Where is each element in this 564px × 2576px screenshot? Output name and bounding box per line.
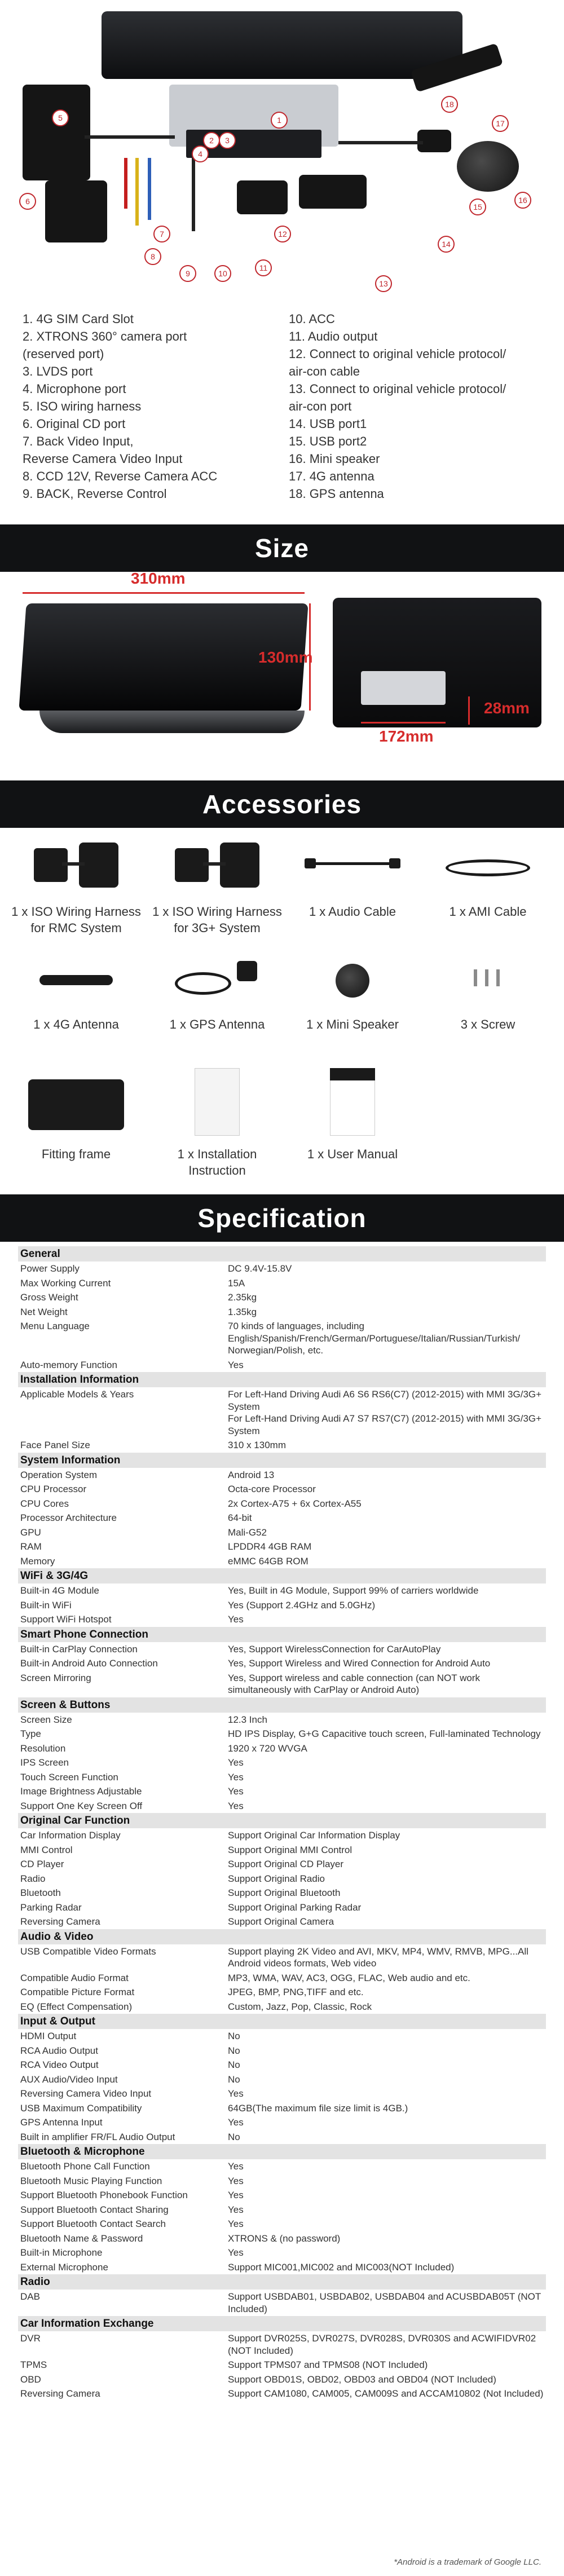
spec-value: Support Original Car Information Display	[228, 1830, 400, 1841]
callout-10: 10	[214, 265, 231, 282]
spec-row	[18, 2130, 546, 2145]
legend-item: 11. Audio output	[289, 329, 378, 343]
spec-value: Yes	[228, 1800, 244, 1811]
spec-value: Yes	[228, 2117, 244, 2128]
accessory-label: 1 x GPS Antenna	[169, 1017, 265, 1031]
spec-row	[18, 1438, 546, 1453]
depth-dimension-line	[468, 696, 470, 725]
callout-4: 4	[192, 145, 209, 162]
red-wire	[124, 158, 127, 209]
spec-key: Built-in WiFi	[20, 1599, 72, 1611]
legend-item: 18. GPS antenna	[289, 487, 384, 501]
spec-row	[18, 2058, 546, 2072]
legend-item: 16. Mini speaker	[289, 452, 380, 466]
usb-cable-2	[237, 180, 288, 214]
spec-table	[18, 1246, 546, 2401]
spec-row	[18, 1319, 546, 1358]
spec-row	[18, 2387, 546, 2401]
head-unit-screen	[102, 11, 462, 79]
spec-value: Yes	[228, 2247, 244, 2258]
legend-left-column	[23, 310, 282, 502]
spec-key: Compatible Picture Format	[20, 1987, 135, 1997]
spec-value: 1.35kg	[228, 1306, 257, 1317]
spec-key: Menu Language	[20, 1321, 90, 1331]
spec-key: Reversing Camera	[20, 2388, 100, 2399]
spec-row	[18, 2159, 546, 2174]
spec-key: Compatible Audio Format	[20, 1972, 129, 1983]
spec-value: Yes, Support WirelessConnection for CarAutoPlay	[228, 1643, 441, 1655]
spec-value: No	[228, 2031, 240, 2041]
harness-wire	[85, 135, 175, 139]
legend-item: 12. Connect to original vehicle protocol/	[289, 347, 506, 361]
legend-item: 7. Back Video Input,	[23, 434, 134, 448]
spec-row	[18, 1727, 546, 1741]
spec-key: Resolution	[20, 1743, 66, 1754]
spec-value: Support TPMS07 and TPMS08 (NOT Included)	[228, 2359, 428, 2370]
spec-key: GPU	[20, 1527, 41, 1538]
speaker-wire	[338, 141, 423, 144]
spec-value: Support playing 2K Video and AVI, MKV, MP4, WMV, RMVB, MPG...All Android videos formats, Web video	[228, 1946, 528, 1969]
spec-value: Mali-G52	[228, 1527, 267, 1538]
spec-row	[18, 1784, 546, 1799]
width-dimension-line	[23, 592, 305, 594]
spec-key: Reversing Camera Video Input	[20, 2088, 152, 2099]
spec-value: Yes	[228, 1359, 244, 1370]
accessory-label: 1 x User Manual	[307, 1147, 398, 1161]
spec-value: Yes (Support 2.4GHz and 5.0GHz)	[228, 1599, 376, 1611]
mini-speaker-image	[305, 950, 400, 1012]
spec-value: Yes	[228, 2190, 244, 2200]
spec-row	[18, 2290, 546, 2316]
legend-item: 1. 4G SIM Card Slot	[23, 312, 134, 326]
spec-category: WiFi & 3G/4G	[18, 1568, 546, 1583]
accessories-section	[0, 826, 564, 1192]
spec-value: 70 kinds of languages, including English/Spanish/French/German/Portuguese/Italian/Russian/Turkish/ Norwegian/Polish, etc.	[228, 1321, 521, 1356]
spec-row	[18, 2188, 546, 2203]
spec-value: No	[228, 2074, 240, 2085]
legend-item: 10. ACC	[289, 312, 335, 326]
spec-row	[18, 1944, 546, 1971]
spec-key: Support One Key Screen Off	[20, 1800, 143, 1811]
unit-back-port	[361, 671, 446, 705]
size-section	[0, 570, 564, 778]
spec-row	[18, 2101, 546, 2116]
accessory-label: 1 x ISO Wiring Harness for 3G+ System	[152, 905, 282, 935]
spec-value: JPEG, BMP, PNG,TIFF and etc.	[228, 1987, 364, 1997]
spec-value: Yes	[228, 1771, 244, 1783]
spec-key: Built-in 4G Module	[20, 1585, 99, 1596]
spec-key: Max Working Current	[20, 1277, 111, 1289]
legend-item: 2. XTRONS 360° camera port	[23, 329, 187, 343]
callout-15: 15	[469, 199, 486, 215]
spec-row	[18, 2372, 546, 2387]
spec-key: MMI Control	[20, 1844, 73, 1855]
spec-row	[18, 1642, 546, 1657]
accessory-label: 1 x Installation Instruction	[177, 1147, 257, 1177]
spec-category: General	[18, 1246, 546, 1261]
width-dimension-label: 310mm	[131, 570, 186, 587]
callout-18: 18	[441, 96, 458, 113]
spec-key: Touch Screen Function	[20, 1771, 118, 1783]
spec-key: Bluetooth Name & Password	[20, 2233, 143, 2244]
accessory-4g-antenna	[11, 950, 141, 1033]
screws-image	[440, 950, 536, 1012]
iso-harness-3g-image	[169, 837, 265, 899]
callout-17: 17	[492, 115, 509, 132]
spec-category: System Information	[18, 1453, 546, 1468]
legend-item: 4. Microphone port	[23, 382, 126, 396]
size-section-header: Size	[0, 524, 564, 572]
accessory-label: 1 x ISO Wiring Harness for RMC System	[11, 905, 141, 935]
spec-value: 2.35kg	[228, 1292, 257, 1303]
spec-value: Custom, Jazz, Pop, Classic, Rock	[228, 2001, 372, 2012]
spec-row	[18, 2331, 546, 2358]
accessory-audio-cable	[288, 837, 417, 920]
usb-cable-1	[299, 175, 367, 209]
spec-value: Support DVR025S, DVR027S, DVR028S, DVR030S and ACWIFIDVR02 (NOT Included)	[228, 2333, 536, 2356]
callout-2: 2	[203, 132, 220, 149]
spec-row	[18, 2115, 546, 2130]
spec-row	[18, 1290, 546, 1305]
legend-item: air-con cable	[289, 364, 360, 378]
spec-value: Yes	[228, 1757, 244, 1768]
spec-key: Face Panel Size	[20, 1440, 90, 1450]
spec-value: Yes	[228, 2088, 244, 2099]
spec-row	[18, 1843, 546, 1858]
spec-value: 310 x 130mm	[228, 1440, 286, 1450]
back-width-dimension-label: 172mm	[379, 727, 434, 745]
spec-key: Applicable Models & Years	[20, 1389, 134, 1400]
spec-row	[18, 1261, 546, 1276]
spec-row	[18, 1857, 546, 1872]
accessory-ami-cable	[423, 837, 553, 920]
legend-item: 6. Original CD port	[23, 417, 126, 431]
callout-9: 9	[179, 265, 196, 282]
spec-key: CD Player	[20, 1859, 64, 1869]
ami-cable-image	[440, 837, 536, 899]
callout-1: 1	[271, 112, 288, 129]
4g-antenna-image	[28, 950, 124, 1012]
spec-value: XTRONS & (no password)	[228, 2233, 341, 2244]
callout-6: 6	[19, 193, 36, 210]
spec-value: 12.3 Inch	[228, 1714, 267, 1725]
spec-key: USB Compatible Video Formats	[20, 1946, 156, 1957]
mini-speaker	[457, 141, 519, 192]
spec-key: AUX Audio/Video Input	[20, 2074, 118, 2085]
spec-key: IPS Screen	[20, 1757, 69, 1768]
spec-key: OBD	[20, 2374, 41, 2385]
spec-row	[18, 1799, 546, 1814]
spec-category: Installation Information	[18, 1372, 546, 1387]
spec-value: For Left-Hand Driving Audi A6 S6 RS6(C7) (2012-2015) with MMI 3G/3G+ System For Left-Hand Driving Audi A7 S7 RS7(C7) (2012-2015) with MMI 3G/3G+ System	[228, 1389, 542, 1436]
spec-value: Support Original CD Player	[228, 1859, 344, 1869]
spec-category: Audio & Video	[18, 1929, 546, 1944]
spec-value: Support Original MMI Control	[228, 1844, 352, 1855]
spec-row	[18, 1741, 546, 1756]
spec-row	[18, 1713, 546, 1727]
spec-key: Screen Mirroring	[20, 1672, 91, 1683]
spec-value: Support Original Camera	[228, 1916, 334, 1927]
cd-port-connector	[45, 180, 107, 242]
spec-row	[18, 2044, 546, 2058]
spec-key: Radio	[20, 1873, 46, 1884]
spec-row	[18, 2174, 546, 2189]
spec-key: Built-in CarPlay Connection	[20, 1643, 138, 1655]
spec-key: Memory	[20, 1555, 55, 1567]
spec-key: RAM	[20, 1541, 42, 1552]
unit-front-base	[39, 711, 305, 733]
spec-value: Yes, Support Wireless and Wired Connection for Android Auto	[228, 1658, 491, 1669]
spec-key: RCA Video Output	[20, 2059, 99, 2070]
spec-category: Car Information Exchange	[18, 2316, 546, 2331]
spec-value: Support USBDAB01, USBDAB02, USBDAB04 and ACUSBDAB05T (NOT Included)	[228, 2291, 541, 2314]
spec-value: HD IPS Display, G+G Capacitive touch screen, Full-laminated Technology	[228, 1728, 541, 1739]
spec-key: CPU Processor	[20, 1484, 87, 1494]
callout-16: 16	[514, 192, 531, 209]
callout-3: 3	[219, 132, 236, 149]
accessory-iso-harness-rmc	[11, 837, 141, 936]
accessory-installation-instruction	[152, 1062, 282, 1179]
spec-row	[18, 1554, 546, 1569]
accessory-label: 1 x 4G Antenna	[33, 1017, 119, 1031]
spec-row	[18, 1497, 546, 1511]
spec-value: 1920 x 720 WVGA	[228, 1743, 307, 1754]
spec-value: No	[228, 2059, 240, 2070]
callout-12: 12	[274, 226, 291, 242]
spec-key: External Microphone	[20, 2261, 108, 2273]
spec-value: LPDDR4 4GB RAM	[228, 1541, 312, 1552]
spec-row	[18, 2217, 546, 2231]
spec-row	[18, 1985, 546, 2000]
spec-value: Yes	[228, 1786, 244, 1797]
spec-row	[18, 2072, 546, 2087]
spec-key: Bluetooth	[20, 1887, 61, 1898]
spec-category: Bluetooth & Microphone	[18, 2144, 546, 2159]
spec-value: Yes	[228, 2218, 244, 2229]
iso-harness-rmc-image	[28, 837, 124, 899]
back-width-dimension-line	[361, 722, 446, 724]
spec-row	[18, 1583, 546, 1598]
legend-item: 3. LVDS port	[23, 364, 93, 378]
gps-antenna-image	[169, 950, 265, 1012]
spec-value: MP3, WMA, WAV, AC3, OGG, FLAC, Web audio and etc.	[228, 1972, 470, 1983]
spec-row	[18, 1872, 546, 1886]
spec-key: Bluetooth Phone Call Function	[20, 2161, 150, 2172]
height-dimension-label: 130mm	[258, 649, 313, 666]
legend-item: air-con port	[289, 399, 352, 413]
accessory-gps-antenna	[152, 950, 282, 1033]
spec-key: Built-in Android Auto Connection	[20, 1658, 158, 1669]
spec-value: Yes	[228, 1614, 244, 1625]
callout-8: 8	[144, 248, 161, 265]
spec-key: RCA Audio Output	[20, 2045, 98, 2056]
spec-key: EQ (Effect Compensation)	[20, 2001, 133, 2012]
accessory-label: 1 x Audio Cable	[309, 905, 396, 919]
spec-category: Input & Output	[18, 2014, 546, 2029]
accessory-label: 1 x Mini Speaker	[306, 1017, 399, 1031]
spec-key: DAB	[20, 2291, 40, 2302]
spec-key: Auto-memory Function	[20, 1359, 117, 1370]
spec-key: Support Bluetooth Contact Sharing	[20, 2204, 169, 2215]
port-legend	[0, 305, 564, 519]
user-manual-image	[321, 1062, 384, 1141]
spec-row	[18, 2260, 546, 2275]
spec-row	[18, 1671, 546, 1697]
callout-14: 14	[438, 236, 455, 253]
spec-key: USB Maximum Compatibility	[20, 2102, 142, 2114]
spec-row	[18, 1656, 546, 1671]
spec-row	[18, 1770, 546, 1785]
spec-key: Processor Architecture	[20, 1512, 117, 1523]
accessory-label: 3 x Screw	[460, 1017, 515, 1031]
spec-value: No	[228, 2131, 240, 2142]
spec-value: Yes	[228, 2175, 244, 2186]
spec-category: Original Car Function	[18, 1813, 546, 1828]
iso-harness-connector	[23, 85, 90, 180]
spec-key: Power Supply	[20, 1263, 80, 1274]
spec-value: Support Original Radio	[228, 1873, 325, 1884]
spec-key: Car Information Display	[20, 1830, 121, 1841]
spec-key: DVR	[20, 2333, 41, 2344]
spec-row	[18, 1305, 546, 1320]
spec-row	[18, 1828, 546, 1843]
spec-row	[18, 1358, 546, 1373]
spec-row	[18, 2000, 546, 2014]
spec-value: 64GB(The maximum file size limit is 4GB.)	[228, 2102, 408, 2114]
spec-key: Gross Weight	[20, 1292, 78, 1303]
callout-5: 5	[52, 109, 69, 126]
spec-value: 15A	[228, 1277, 245, 1289]
spec-value: 64-bit	[228, 1512, 252, 1523]
spec-value: Support Original Bluetooth	[228, 1887, 341, 1898]
yellow-wire	[135, 158, 139, 226]
spec-row	[18, 1511, 546, 1525]
spec-row	[18, 2358, 546, 2372]
spec-row	[18, 2231, 546, 2246]
spec-row	[18, 1598, 546, 1613]
spec-row	[18, 2029, 546, 2044]
legend-item: 17. 4G antenna	[289, 469, 374, 483]
spec-key: CPU Cores	[20, 1498, 69, 1509]
spec-row	[18, 1540, 546, 1554]
accessory-mini-speaker	[288, 950, 417, 1033]
audio-cable-image	[305, 837, 400, 899]
spec-key: Operation System	[20, 1469, 98, 1480]
spec-key: Support Bluetooth Phonebook Function	[20, 2190, 188, 2200]
legend-right-column	[289, 310, 548, 502]
spec-key: Built-in Microphone	[20, 2247, 103, 2258]
installation-instruction-image	[186, 1062, 248, 1141]
spec-value: Support OBD01S, OBD02, OBD03 and OBD04 (NOT Included)	[228, 2374, 496, 2385]
spec-row	[18, 2203, 546, 2217]
accessory-screws	[423, 950, 553, 1033]
spec-key: Type	[20, 1728, 41, 1739]
spec-key: Support Bluetooth Contact Search	[20, 2218, 166, 2229]
spec-category: Radio	[18, 2274, 546, 2290]
spec-category: Screen & Buttons	[18, 1697, 546, 1713]
spec-key: TPMS	[20, 2359, 47, 2370]
spec-row	[18, 2246, 546, 2260]
spec-value: Android 13	[228, 1469, 275, 1480]
legend-item: 9. BACK, Reverse Control	[23, 487, 167, 501]
spec-value: Yes	[228, 2204, 244, 2215]
spec-value: Yes	[228, 2161, 244, 2172]
callout-11: 11	[255, 259, 272, 276]
spec-row	[18, 1886, 546, 1900]
legend-item: (reserved port)	[23, 347, 104, 361]
spec-value: 2x Cortex-A75 + 6x Cortex-A55	[228, 1498, 362, 1509]
spec-key: Screen Size	[20, 1714, 72, 1725]
accessory-iso-harness-3g	[152, 837, 282, 936]
spec-value: eMMC 64GB ROM	[228, 1555, 309, 1567]
legend-item: 14. USB port1	[289, 417, 367, 431]
spec-value: Yes, Built in 4G Module, Support 99% of carriers worldwide	[228, 1585, 479, 1596]
black-wire	[192, 158, 195, 231]
accessory-fitting-frame	[11, 1062, 141, 1162]
legend-item: 5. ISO wiring harness	[23, 399, 142, 413]
spec-row	[18, 1755, 546, 1770]
spec-value: DC 9.4V-15.8V	[228, 1263, 292, 1274]
spec-row	[18, 1971, 546, 1986]
spec-row	[18, 2087, 546, 2101]
connection-diagram	[0, 0, 564, 305]
spec-key: Reversing Camera	[20, 1916, 100, 1927]
spec-key: HDMI Output	[20, 2031, 77, 2041]
spec-row	[18, 1900, 546, 1915]
spec-row	[18, 1915, 546, 1929]
spec-row	[18, 1525, 546, 1540]
callout-7: 7	[153, 226, 170, 242]
legend-item: 13. Connect to original vehicle protocol/	[289, 382, 506, 396]
spec-row	[18, 1468, 546, 1483]
legend-item: 8. CCD 12V, Reverse Camera ACC	[23, 469, 218, 483]
spec-key: Support WiFi Hotspot	[20, 1614, 112, 1625]
spec-key: Bluetooth Music Playing Function	[20, 2175, 162, 2186]
spec-key: Parking Radar	[20, 1902, 82, 1913]
spec-value: Yes, Support wireless and cable connection (can NOT work simultaneously with CarPlay or Android Auto)	[228, 1672, 480, 1695]
blue-wire	[148, 158, 151, 220]
spec-key: Net Weight	[20, 1306, 68, 1317]
accessory-label: Fitting frame	[41, 1147, 111, 1161]
spec-value: Octa-core Processor	[228, 1484, 316, 1494]
spec-key: GPS Antenna Input	[20, 2117, 103, 2128]
callout-13: 13	[375, 275, 392, 292]
android-trademark-footnote: *Android is a trademark of Google LLC.	[394, 2557, 541, 2567]
specification-section	[0, 1241, 564, 2555]
depth-dimension-label: 28mm	[484, 699, 530, 717]
fitting-frame-image	[23, 1062, 130, 1141]
legend-item: Reverse Camera Video Input	[23, 452, 183, 466]
accessory-user-manual	[288, 1062, 417, 1162]
spec-value: No	[228, 2045, 240, 2056]
spec-row	[18, 1482, 546, 1497]
spec-row	[18, 1276, 546, 1291]
specification-section-header: Specification	[0, 1194, 564, 1242]
accessories-section-header: Accessories	[0, 780, 564, 828]
spec-key: Image Brightness Adjustable	[20, 1786, 142, 1797]
spec-value: Support MIC001,MIC002 and MIC003(NOT Included)	[228, 2261, 455, 2273]
spec-value: Support Original Parking Radar	[228, 1902, 362, 1913]
spec-row	[18, 1387, 546, 1438]
legend-item: 15. USB port2	[289, 434, 367, 448]
spec-category: Smart Phone Connection	[18, 1627, 546, 1642]
spec-key: Built in amplifier FR/FL Audio Output	[20, 2131, 175, 2142]
spec-value: Support CAM1080, CAM005, CAM009S and ACCAM10802 (Not Included)	[228, 2388, 544, 2399]
accessory-label: 1 x AMI Cable	[449, 905, 527, 919]
spec-row	[18, 1612, 546, 1627]
